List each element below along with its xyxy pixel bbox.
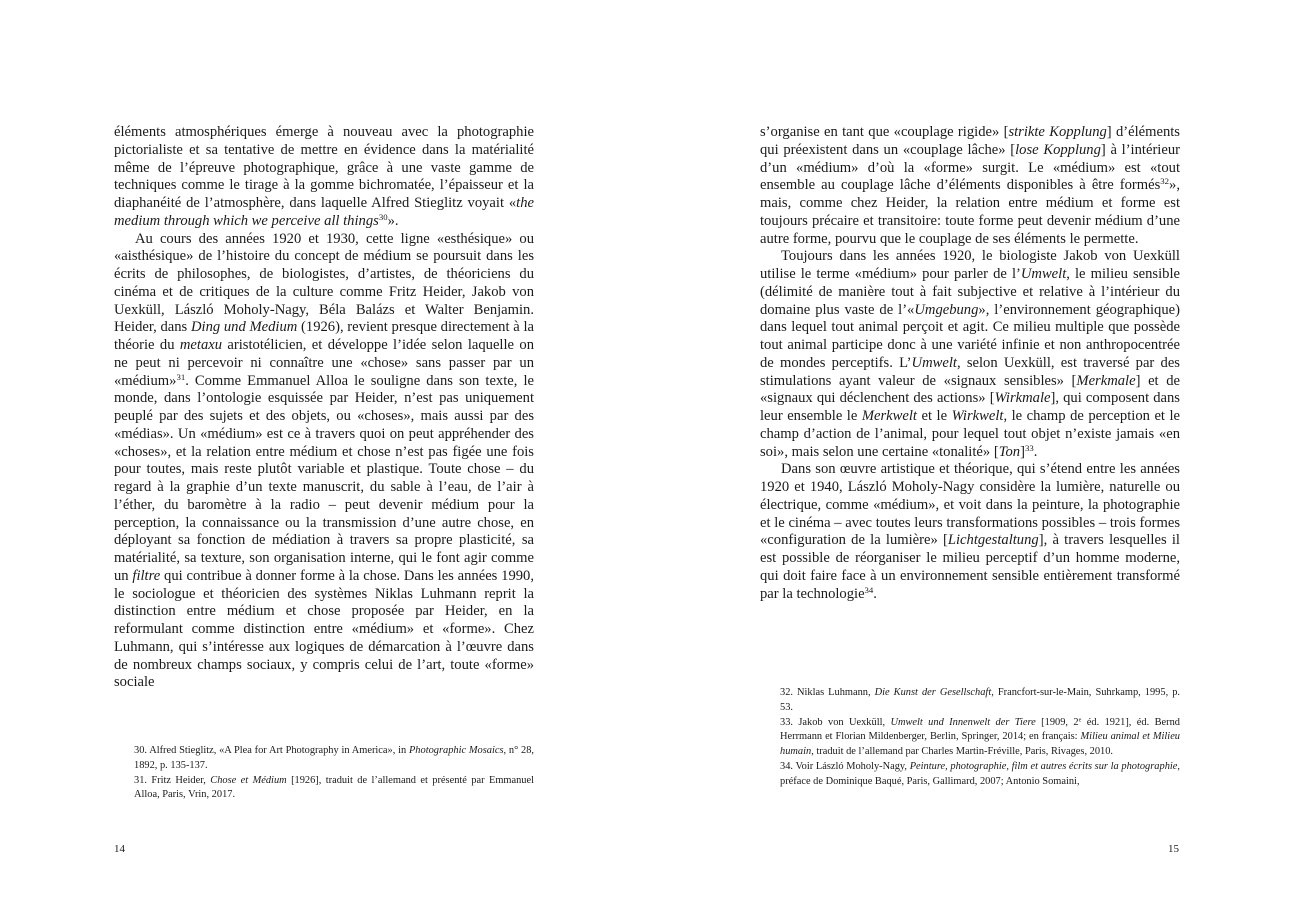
text-run: . [873, 585, 877, 602]
italic-run: Photographic Mosaics [408, 745, 504, 756]
page-number-left: 14 [114, 843, 125, 855]
paragraph [760, 124, 1180, 248]
italic-run: Wirkmale [994, 390, 1051, 407]
footnote [780, 686, 1180, 716]
italic-run: strikte Kopplung [1008, 124, 1107, 140]
text-run: Toujours dans les années 1920, le biologiste Jakob von Uexküll utilise le terme «médium» pour parler de l’ [760, 248, 1180, 282]
text-run: [1926], traduit de l’allemand et présenté par Emmanuel Alloa, Paris, Vrin, 2017. [134, 774, 534, 801]
italic-run: metaxu [179, 337, 223, 353]
text-run: éléments atmosphériques émerge à nouveau avec la photographie pictorialiste et sa tentative de mettre en évidence dans la matérialité même de l’épreuve photographique, grâce à une vaste gamme de techniques comme le tirage à la gomme bichromatée, l’épaisseur et la diaphanéité de l’atmosphère, dans laquelle Alfred Stieglitz voyait « [114, 124, 534, 211]
text-run: 31. Fritz Heider, [134, 774, 211, 786]
right-page [646, 0, 1293, 913]
text-run: , n° 28, 1892, p. 135-137. [134, 745, 535, 771]
italic-run: lose Kopplung [1015, 141, 1101, 158]
footnote [780, 716, 1180, 760]
note-ref: 32 [1160, 176, 1170, 187]
text-run: ». [387, 212, 399, 229]
note-ref: 31 [176, 371, 186, 382]
italic-run: Chose et Médium [210, 774, 287, 786]
italic-run: Umwelt [911, 354, 957, 371]
text-run: ] et de «signaux qui déclenchent des actions» [ [760, 372, 1180, 407]
italic-run: filtre [132, 567, 161, 584]
text-run: s’organise en tant que «couplage rigide» [ [760, 124, 1009, 140]
italic-run: Umgebung [914, 301, 979, 318]
text-run: », l’environnement géographique) dans lequel tout animal perçoit et agit. Ce milieu multiple que possède tout animal participe donc à une variété infinie et non anthropocentrée de mondes perceptifs. L’ [760, 301, 1180, 371]
note-ref: e [1078, 716, 1082, 724]
text-run: ] à l’intérieur d’un «médium» d’où la «forme» surgit. Le «médium» est «tout ensemble au couplage lâche d’éléments disponibles à être formés [760, 141, 1180, 194]
paragraph [114, 231, 534, 693]
text-run: 32. Niklas Luhmann, [780, 687, 875, 698]
paragraph [760, 248, 1180, 461]
italic-run: Lichtgestaltung [947, 532, 1039, 549]
left-page [0, 0, 646, 913]
italic-run: Merkmale [1076, 372, 1136, 389]
paragraph [760, 461, 1180, 603]
text-run: . [1033, 443, 1038, 460]
italic-run: Ding und Medium [190, 319, 298, 336]
text-run: qui contribue à donner forme à la chose. Dans les années 1990, le sociologue et théoricien des systèmes Niklas Luhmann reprit la distinction entre médium et chose proposée par Heider, en la reformulant comme distinction entre «médium» et «forme». Chez Luhmann, qui s’intéresse aux logiques de démarcation à l’œuvre dans de nombreux champs sociaux, y compris celui de l’art, toute «forme» sociale [114, 567, 534, 691]
text-run: . Comme Emmanuel Alloa le souligne dans son texte, le monde, dans l’ontologie esquissée par Heider, n’est pas uniquement peuplé par des sujets et des objets, ou «choses», mais aussi par des «médias». Un «médium» est ce à travers quoi on peut appréhender des «choses», et la relation entre médium et chose n’est pas figée une fois pour toutes, mais reste plutôt variable et plastique. Toute chose – du regard à la graphie d’un texte manuscrit, du sable à l’eau, de l’air à l’éther, du baromètre à la radio – peut devenir médium pour la perception, la connaissance ou la transmission d’une autre chose, en déployant sa fonction de médiation à travers sa propre plasticité, sa matérialité, sa texture, son organisation interne, qui le font agir comme un [114, 372, 534, 584]
text-run: (1926), revient presque directement à la théorie du [114, 319, 534, 353]
italic-run: the medium through which we perceive all things [114, 195, 534, 229]
italic-run: Ton [998, 443, 1021, 460]
text-run: [1909, 2 [1035, 716, 1079, 728]
text-run: Dans son œuvre artistique et théorique, qui s’étend entre les années 1920 et 1940, László Moholy-Nagy considère la lumière, naturelle ou électrique, comme «médium», et voit dans la peinture, la photographie et le cinéma – avec toutes leurs transformations possibles – trois formes «configuration de la lumière» [ [760, 461, 1180, 549]
italic-run: Die Kunst der Gesellschaft [874, 687, 992, 698]
italic-run: Wirkwelt [951, 408, 1004, 424]
note-ref: 30 [378, 211, 388, 222]
text-run: , le milieu sensible (délimité de manière tout à fait subjective et relative à l’intérieur du domaine plus vaste de l’« [760, 266, 1180, 318]
text-run: 30. Alfred Stieglitz, «A Plea for Art Photography in America», in [134, 745, 409, 756]
text-run: , le champ de perception et le champ d’action de l’animal, pour lequel tout objet n’existe jamais «en soi», mais selon une certaine «tonalité» [ [760, 408, 1181, 460]
italic-run: Milieu animal et Milieu humain [780, 731, 1180, 758]
text-run: ] d’éléments qui préexistent dans un «couplage lâche» [ [760, 124, 1180, 158]
italic-run: Peinture, photographie, film et autres écrits sur la photographie [909, 760, 1178, 772]
text-run: », mais, comme chez Heider, la relation entre médium et forme est toujours précaire et transitoire: toute forme peut devenir médium d’une autre forme, pourvu que le couplage de ses éléments le permette. [760, 177, 1180, 247]
text-run: , traduit de l’allemand par Charles Martin-Fréville, Paris, Rivages, 2010. [811, 746, 1114, 758]
text-run: ], à travers lesquelles il est possible de réorganiser le milieu perceptif d’un homme moderne, qui doit faire face à un environnement sensible entièrement transformé par la technologie [760, 532, 1180, 602]
footnote [134, 774, 534, 804]
text-run: et le [916, 408, 952, 424]
footnote [780, 760, 1180, 790]
note-ref: 34 [864, 584, 874, 595]
paragraph [114, 124, 534, 231]
footnote [134, 744, 534, 774]
text-run: , selon Uexküll, est traversé par des stimulations ayant valeur de «signaux sensibles» [ [760, 354, 1180, 389]
italic-run: Umwelt und Innenwelt der Tiere [890, 716, 1036, 728]
right-body-text [760, 124, 1180, 603]
right-footnotes [780, 686, 1180, 790]
text-run: éd. 1921], éd. Bernd Herrmann et Florian Mildenberger, Berlin, Springer, 2014; en français: [780, 716, 1180, 743]
page-number-right: 15 [1168, 843, 1179, 855]
text-run: ], qui composent dans leur ensemble le [760, 390, 1180, 424]
text-run: ] [1020, 443, 1025, 460]
note-ref: 33 [1024, 442, 1034, 453]
italic-run: Umwelt [1020, 266, 1067, 282]
text-run: aristotélicien, et développe l’idée selon laquelle on ne peut ni percevoir ni connaître une «chose» sans passer par un «médium» [114, 337, 534, 389]
italic-run: Merkwelt [861, 408, 917, 424]
text-run: 33. Jakob von Uexküll, [780, 716, 891, 728]
text-run: Au cours des années 1920 et 1930, cette ligne «esthésique» ou «aisthésique» de l’histoire du concept de médium se poursuit dans les écrits de philosophes, de biologistes, d’artistes, de théoriciens du cinéma et de critiques de la culture comme Fritz Heider, Jakob von Uexküll, László Moholy-Nagy, Béla Balázs et Walter Benjamin. Heider, dans [114, 230, 534, 336]
text-run: 34. Voir László Moholy-Nagy, [780, 760, 910, 772]
text-run: , Francfort-sur-le-Main, Suhrkamp, 1995, p. 53. [780, 687, 1180, 713]
text-run: , préface de Dominique Baqué, Paris, Gallimard, 2007; Antonio Somaini, [780, 760, 1180, 787]
left-body-text [114, 124, 534, 692]
left-footnotes [134, 744, 534, 803]
